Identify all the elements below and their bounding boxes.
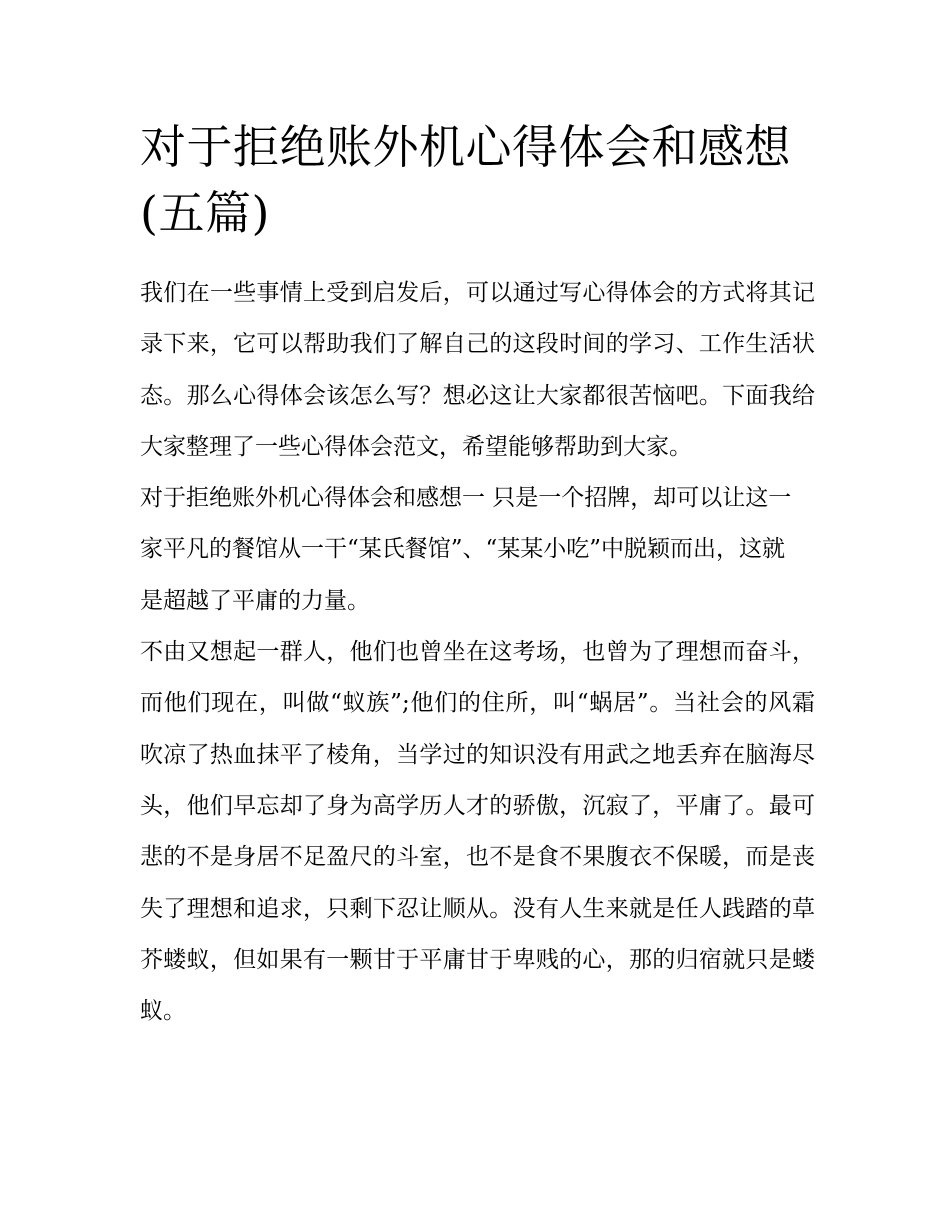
section-one-paragraph: 对于拒绝账外机心得体会和感想一 只是一个招牌，却可以让这一家平凡的餐馆从一干“某氏餐馆”、“某某小吃”中脱颖而出，这就是超越了平庸的力量。 [140,485,792,614]
body-paragraph: 不由又想起一群人，他们也曾坐在这考场，也曾为了理想而奋斗，而他们现在，叫做“蚁族”;他们的住所，叫“蜗居”。当社会的风霜吹凉了热血抹平了棱角，当学过的知识没有用武之地丢弃在脑海尽头，他们早忘却了身为高学历人才的骄傲，沉寂了，平庸了。最可悲的不是身居不足盈尺的斗室，也不是食不果腹衣不保暖，而是丧失了理想和追求，只剩下忍让顺从。没有人生来就是任人践踏的草芥蝼蚁，但如果有一颗甘于平庸甘于卑贱的心，那的归宿就只是蝼蚁。 [140,639,815,1025]
intro-paragraph: 我们在一些事情上受到启发后，可以通过写心得体会的方式将其记录下来，它可以帮助我们了解自己的这段时间的学习、工作生活状态。那么心得体会该怎么写？想必这让大家都很苦恼吧。下面我给大家整理了一些心得体会范文，希望能够帮助到大家。 [140,280,815,460]
document-title: 对于拒绝账外机心得体会和感想(五篇) [140,120,791,240]
document-content [140,114,815,1037]
